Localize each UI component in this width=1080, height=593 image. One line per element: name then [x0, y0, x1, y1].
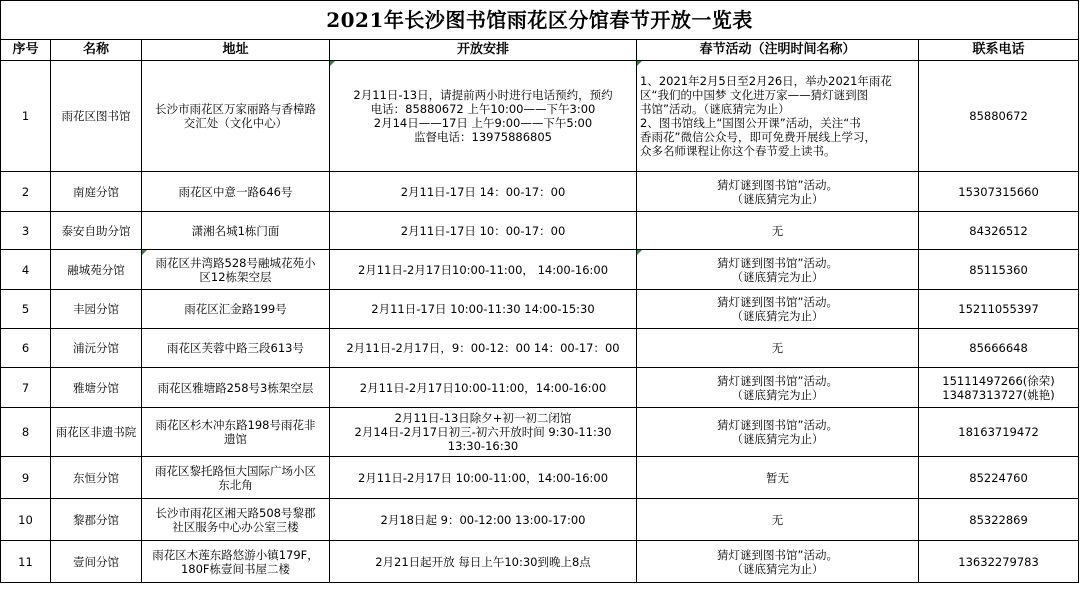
hours-cell[interactable] [330, 290, 637, 329]
phone-line: 13487313727(姚艳) [942, 387, 1055, 402]
page-title[interactable]: 2021年长沙图书馆雨花区分馆春节开放一览表 [1, 1, 1079, 40]
address-cell[interactable] [142, 541, 330, 583]
address-cell[interactable] [142, 290, 330, 329]
address-line: 雨花区汇金路199号 [184, 302, 287, 316]
branch-name-cell[interactable]: 壹间分馆 [51, 541, 142, 583]
hours-cell[interactable] [330, 541, 637, 583]
activity-line: 无 [771, 341, 784, 355]
header-cell-address[interactable]: 地址 [142, 40, 330, 61]
branch-name-cell[interactable]: 丰园分馆 [51, 290, 142, 329]
table-row [1, 408, 1079, 457]
branch-name-cell[interactable]: 雨花区图书馆 [51, 61, 142, 172]
table-row [1, 212, 1079, 250]
row-number-cell[interactable]: 11 [1, 541, 51, 583]
branch-name-cell[interactable]: 南庭分馆 [51, 172, 142, 212]
table-row [1, 250, 1079, 290]
hours-line: 2月14日——17日 上午9:00——下午5:00 [373, 116, 593, 130]
branch-name-cell[interactable]: 浦沅分馆 [51, 329, 142, 368]
phone-cell[interactable] [919, 329, 1079, 368]
table-row [1, 61, 1079, 172]
address-line: 遗馆 [224, 432, 247, 446]
address-cell[interactable] [142, 499, 330, 541]
address-line: 社区服务中心办公室三楼 [172, 519, 299, 534]
hours-line: 电话：85880672 上午10:00——下午3:00 [370, 102, 596, 116]
address-line: 雨花区黎托路恒大国际广场小区 [155, 463, 316, 478]
hours-line: 13:30-16:30 [447, 439, 519, 453]
activity-line: 无 [771, 512, 784, 527]
activity-line: 暂无 [766, 470, 789, 485]
address-line: 雨花区木莲东路悠游小镇179F， [152, 547, 319, 562]
phone-cell[interactable] [919, 250, 1079, 290]
branch-name-cell[interactable]: 雨花区非遗书院 [51, 408, 142, 457]
table-row [1, 329, 1079, 368]
branch-name-cell[interactable]: 融城苑分馆 [51, 250, 142, 290]
phone-line: 18163719472 [958, 425, 1039, 439]
hours-cell[interactable] [330, 250, 637, 290]
phone-cell[interactable] [919, 368, 1079, 408]
address-line: 雨花区中意一路646号 [178, 184, 293, 199]
address-line: 交汇处（文化中心） [183, 116, 288, 130]
header-cell-phone[interactable]: 联系电话 [919, 40, 1079, 61]
table-row [1, 290, 1079, 329]
address-cell[interactable] [142, 329, 330, 368]
phone-line: 85322869 [969, 512, 1028, 527]
activity-cell[interactable] [637, 61, 919, 172]
table-row [1, 172, 1079, 212]
activity-line: 香雨花”微信公众号，即可免费开展线上学习， [640, 130, 876, 144]
address-line: 雨花区井湾路528号融城花苑小 [155, 255, 316, 270]
address-line: 雨花区杉木冲东路198号雨花非 [155, 418, 316, 432]
row-number-cell[interactable]: 6 [1, 329, 51, 368]
activity-cell[interactable] [637, 368, 919, 408]
header-cell-name[interactable]: 名称 [51, 40, 142, 61]
address-line: 180F栋壹间书屋二楼 [180, 561, 291, 576]
phone-cell[interactable] [919, 457, 1079, 499]
activity-line: （谜底猜完为止） [731, 561, 824, 576]
branch-name-cell[interactable]: 泰安自助分馆 [51, 212, 142, 250]
address-cell[interactable] [142, 368, 330, 408]
activity-line: 书馆”活动。（谜底猜完为止） [640, 102, 790, 116]
phone-line: 84326512 [969, 223, 1028, 238]
address-cell[interactable] [142, 172, 330, 212]
phone-line: 13632279783 [958, 554, 1039, 569]
activity-line: （谜底猜完为止） [731, 191, 824, 206]
activity-cell[interactable] [637, 212, 919, 250]
activity-line: （谜底猜完为止） [731, 269, 824, 284]
hours-cell[interactable] [330, 457, 637, 499]
table-row [1, 541, 1079, 583]
row-number-cell[interactable]: 7 [1, 368, 51, 408]
row-number-cell[interactable]: 8 [1, 408, 51, 457]
address-line: 长沙市雨花区湘天路508号黎郡 [155, 505, 316, 520]
hours-cell[interactable] [330, 61, 637, 172]
activity-line: 无 [771, 223, 784, 238]
row-number-cell[interactable]: 9 [1, 457, 51, 499]
hours-line: 监督电话：13975886805 [414, 130, 552, 144]
hours-line: 2月11日-17日 10:00-11:30 14:00-15:30 [371, 302, 595, 316]
hours-cell[interactable] [330, 408, 637, 457]
phone-line: 15211055397 [958, 302, 1039, 316]
phone-line: 15307315660 [958, 184, 1039, 199]
phone-line: 85666648 [969, 341, 1028, 355]
activity-line: 猜灯谜到图书馆”活动。 [717, 418, 838, 432]
hours-line: 2月11日-2月17日10:00-11:00，14:00-16:00 [359, 380, 607, 395]
hours-line: 2月11日-13日，请提前两小时进行电话预约，预约 [353, 88, 613, 102]
hours-cell[interactable] [330, 368, 637, 408]
activity-cell[interactable] [637, 329, 919, 368]
phone-cell[interactable] [919, 541, 1079, 583]
activity-cell[interactable] [637, 290, 919, 329]
phone-cell[interactable] [919, 290, 1079, 329]
hours-cell[interactable] [330, 172, 637, 212]
activity-line: 猜灯谜到图书馆”活动。 [717, 295, 838, 309]
activity-cell[interactable] [637, 541, 919, 583]
row-number-cell[interactable]: 3 [1, 212, 51, 250]
row-number-cell[interactable]: 2 [1, 172, 51, 212]
hours-line: 2月11日-2月17日，9：00-12：00 14：00-17：00 [346, 341, 620, 355]
activity-line: 1、2021年2月5日至2月26日，举办2021年雨花 [640, 74, 892, 88]
activity-line: （谜底猜完为止） [731, 432, 824, 446]
hours-line: 2月11日-17日 10：00-17：00 [400, 223, 566, 238]
address-line: 东北角 [218, 477, 253, 492]
activity-line: 猜灯谜到图书馆”活动。 [717, 255, 838, 270]
activity-line: （谜底猜完为止） [731, 387, 824, 402]
table-row [1, 499, 1079, 541]
phone-cell[interactable] [919, 408, 1079, 457]
hours-line: 2月11日-13日除夕+初一初二闭馆 [394, 411, 572, 425]
activity-line: 猜灯谜到图书馆”活动。 [717, 177, 838, 192]
header-row [1, 40, 1079, 61]
activity-cell[interactable] [637, 457, 919, 499]
header-cell-hours[interactable]: 开放安排 [330, 40, 637, 61]
phone-line: 85115360 [969, 262, 1028, 277]
hours-line: 2月11日-17日 14：00-17：00 [400, 184, 566, 199]
hours-cell[interactable] [330, 499, 637, 541]
table-row [1, 368, 1079, 408]
phone-cell[interactable] [919, 61, 1079, 172]
address-line: 长沙市雨花区万家丽路与香樟路 [155, 102, 316, 116]
branch-name-cell[interactable]: 雅塘分馆 [51, 368, 142, 408]
phone-cell[interactable] [919, 172, 1079, 212]
row-number-cell[interactable]: 4 [1, 250, 51, 290]
hours-line: 2月14日-2月17日初三-初六开放时间 9:30-11:30 [354, 425, 612, 439]
activity-cell[interactable] [637, 250, 919, 290]
phone-line: 85880672 [969, 109, 1028, 123]
activity-line: 猜灯谜到图书馆”活动。 [717, 547, 838, 562]
hours-cell[interactable] [330, 329, 637, 368]
row-number-cell[interactable]: 10 [1, 499, 51, 541]
title-row [1, 1, 1079, 40]
address-line: 潇湘名城1栋门面 [191, 223, 280, 238]
row-number-cell[interactable]: 1 [1, 61, 51, 172]
activity-cell[interactable] [637, 499, 919, 541]
hours-line: 2月18日起 9：00-12:00 13:00-17:00 [380, 512, 586, 527]
table-row [1, 457, 1079, 499]
phone-cell[interactable] [919, 212, 1079, 250]
row-number-cell[interactable]: 5 [1, 290, 51, 329]
header-cell-activity[interactable]: 春节活动（注明时间名称） [637, 40, 919, 61]
activity-line: 2、图书馆线上“国图公开课”活动，关注“书 [640, 116, 861, 130]
header-cell-no[interactable]: 序号 [1, 40, 51, 61]
activity-cell[interactable] [637, 172, 919, 212]
hours-line: 2月11日-2月17日 10:00-11:00，14:00-16:00 [357, 470, 609, 485]
address-cell[interactable] [142, 408, 330, 457]
phone-cell[interactable] [919, 499, 1079, 541]
address-line: 区12栋架空层 [199, 269, 272, 284]
address-cell[interactable] [142, 250, 330, 290]
branch-name-cell[interactable]: 东恒分馆 [51, 457, 142, 499]
activity-line: 众多名师课程让你这个春节爱上读书。 [640, 144, 836, 158]
address-cell[interactable] [142, 212, 330, 250]
activity-line: 区“我们的中国梦 文化进万家——猜灯谜到图 [640, 88, 869, 102]
hours-line: 2月21日起开放 每日上午10:30到晚上8点 [375, 554, 591, 569]
activity-line: （谜底猜完为止） [731, 309, 824, 323]
address-line: 雨花区雅塘路258号3栋架空层 [157, 380, 314, 395]
address-cell[interactable] [142, 457, 330, 499]
branch-name-cell[interactable]: 黎郡分馆 [51, 499, 142, 541]
address-cell[interactable] [142, 61, 330, 172]
activity-line: 猜灯谜到图书馆”活动。 [717, 373, 838, 388]
phone-line: 85224760 [969, 470, 1028, 485]
activity-cell[interactable] [637, 408, 919, 457]
address-line: 雨花区芙蓉中路三段613号 [167, 341, 304, 355]
hours-line: 2月11日-2月17日10:00-11:00， 14:00-16:00 [357, 262, 609, 277]
hours-cell[interactable] [330, 212, 637, 250]
phone-line: 15111497266(徐荣) [942, 373, 1055, 388]
